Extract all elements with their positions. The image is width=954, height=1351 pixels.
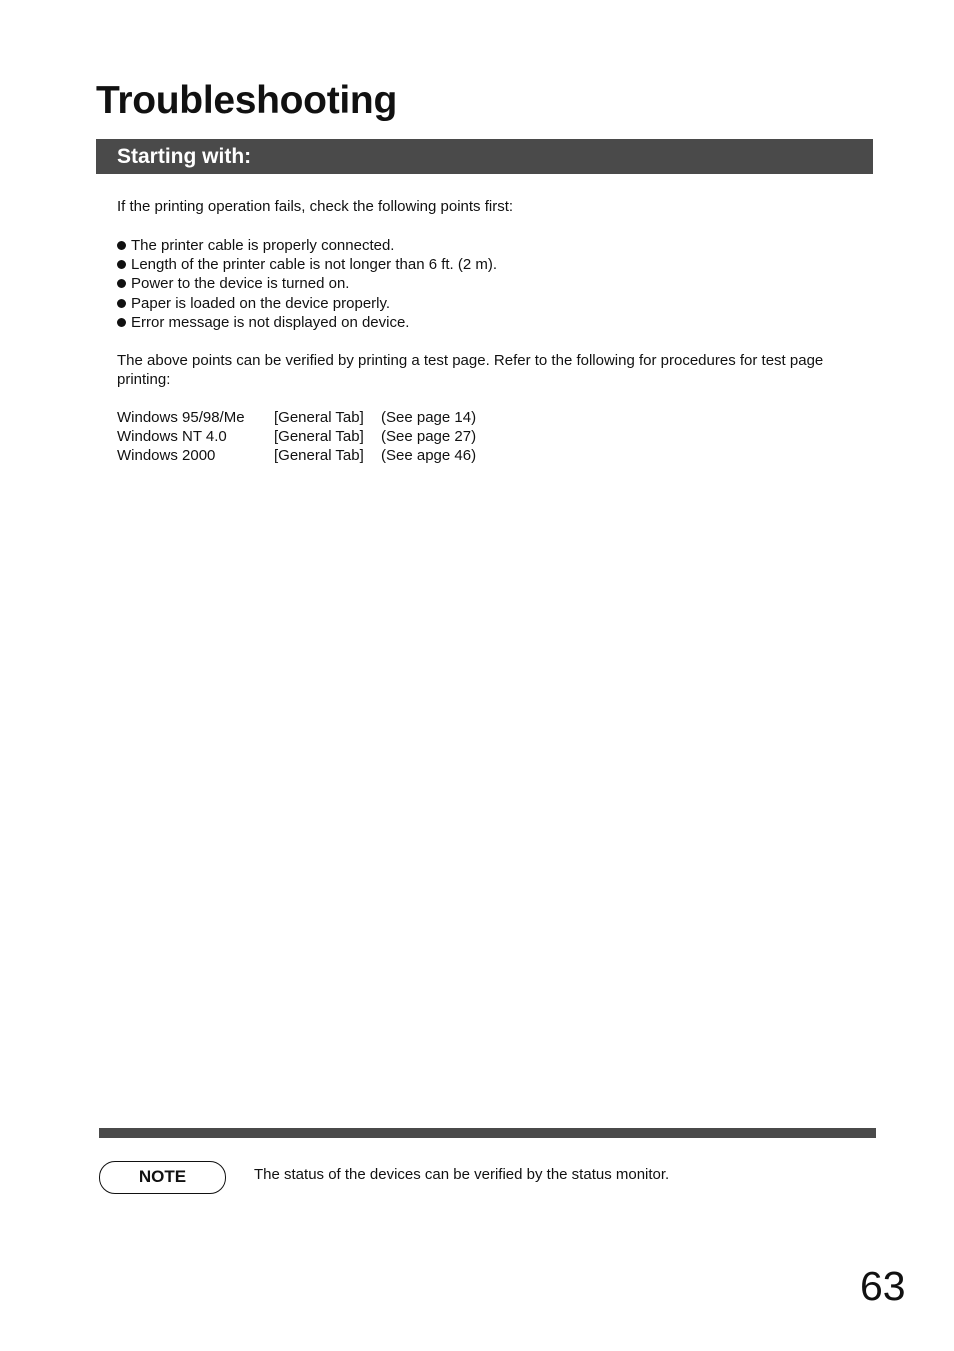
checklist [117, 236, 497, 332]
tab-name: [General Tab] [274, 428, 364, 446]
list-item [117, 313, 497, 332]
page-reference: (See apge 46) [381, 447, 477, 465]
verify-paragraph: The above points can be verified by printing a test page. Refer to the following for procedures for test page printing: [117, 352, 824, 388]
bullet-icon [117, 318, 126, 327]
intro-paragraph: If the printing operation fails, check the following points first: [117, 198, 514, 215]
checklist-text: Error message is not displayed on device. [131, 313, 410, 331]
bullet-icon [117, 260, 126, 269]
checklist-text: Paper is loaded on the device properly. [131, 294, 391, 312]
note-text: The status of the devices can be verified by the status monitor. [254, 1166, 670, 1183]
page-title: Troubleshooting [96, 79, 397, 122]
table-row [117, 427, 476, 446]
tab-name: [General Tab] [274, 409, 364, 426]
list-item [117, 294, 497, 313]
note-badge: NOTE [99, 1161, 226, 1194]
section-heading-bar [96, 139, 873, 174]
tab-name: [General Tab] [274, 447, 364, 465]
bullet-icon [117, 279, 126, 288]
list-item [117, 274, 497, 293]
list-item [117, 236, 497, 255]
page-reference: (See page 27) [381, 428, 477, 446]
test-page-reference-table [117, 408, 476, 466]
checklist-text: Power to the device is turned on. [131, 275, 350, 293]
checklist-text: Length of the printer cable is not longer than 6 ft. (2 m). [131, 256, 498, 274]
table-row [117, 408, 476, 427]
checklist-text: The printer cable is properly connected. [131, 237, 395, 254]
list-item [117, 255, 497, 274]
note-divider [99, 1128, 876, 1138]
os-name: Windows 95/98/Me [117, 409, 245, 426]
os-name: Windows 2000 [117, 447, 216, 465]
os-name: Windows NT 4.0 [117, 428, 227, 446]
table-row [117, 446, 476, 465]
bullet-icon [117, 241, 126, 250]
bullet-icon [117, 299, 126, 308]
page-reference: (See page 14) [381, 409, 477, 426]
section-heading: Starting with: [117, 145, 252, 168]
page-number: 63 [860, 1263, 906, 1309]
